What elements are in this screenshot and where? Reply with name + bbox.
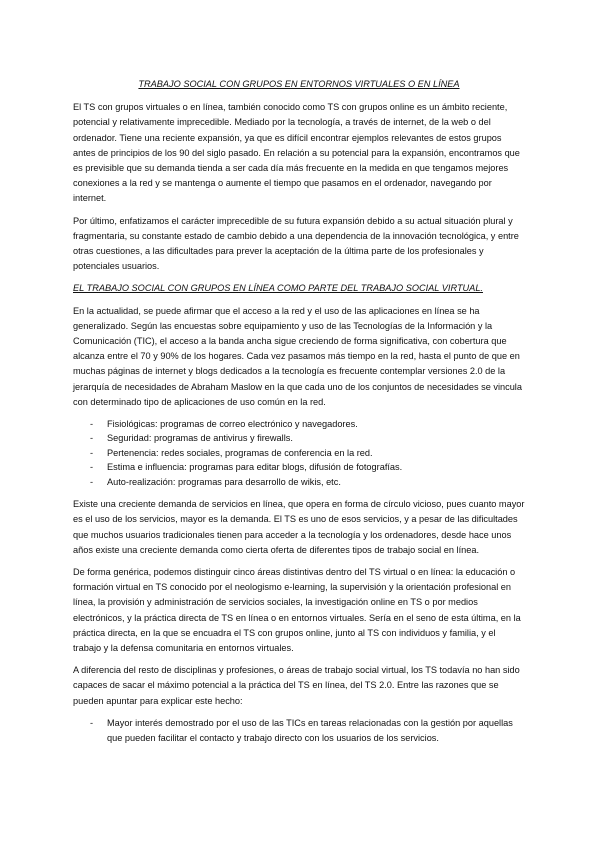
list-item: - Pertenencia: redes sociales, programas de conferencia en la red.	[73, 446, 525, 460]
list-item: - Estima e influencia: programas para editar blogs, difusión de fotografías.	[73, 460, 525, 474]
bullet-dash: -	[90, 476, 94, 487]
list-item: - Seguridad: programas de antivirus y firewalls.	[73, 431, 525, 445]
bullet-dash: -	[90, 419, 94, 430]
bullet-dash: -	[90, 433, 94, 444]
document-title: TRABAJO SOCIAL CON GRUPOS EN ENTORNOS VIRTUALES O EN LÍNEA	[138, 79, 460, 89]
paragraph: El TS con grupos virtuales o en línea, también conocido como TS con grupos online es un ámbito reciente, potencial y relativamente imprecedible. Mediado por la tecnología, a través de internet, de la web o del ordenador. Tiene una reciente expansión, ya que es difícil encontrar ejemplos relevantes de estos grupos antes de principios de los 90 del siglo pasado. En relación a su potencial para la expansión, encontramos que es previsible que su demanda tienda a ser cada día más frecuente en la medida en que tengamos mejores conexiones a la red y se mantenga o aumente el tiempo que pasamos en el ordenador, navegando por internet.	[73, 102, 520, 204]
list-item: - Fisiológicas: programas de correo electrónico y navegadores.	[73, 417, 525, 431]
needs-list	[73, 417, 525, 489]
bullet-dash: -	[90, 717, 94, 728]
bullet-dash: -	[90, 447, 94, 458]
bullet-dash: -	[90, 462, 94, 473]
document-page	[73, 77, 525, 754]
list-item: - Mayor interés demostrado por el uso de las TICs en tareas relacionadas con la gestión por aquellas que pueden facilitar el contacto y trabajo directo con los usuarios de los servicios.	[90, 717, 513, 743]
paragraph: Por último, enfatizamos el carácter imprecedible de su futura expansión debido a su actual situación plural y fragmentaria, su constante estado de cambio debido a una dependencia de la innovación tecnológica, y entre otras cuestiones, a las dificultades para prever la aceptación de la última parte de los profesionales y potenciales usuarios.	[73, 215, 519, 272]
paragraph: A diferencia del resto de disciplinas y profesiones, o áreas de trabajo social virtual, los TS todavía no han sido capaces de sacar el máximo potencial a la práctica del TS en línea, del TS 2.0. Entre las razones que se pueden apuntar para explicar este hecho:	[73, 665, 520, 706]
paragraph: Existe una creciente demanda de servicios en línea, que opera en forma de círculo vicioso, pues cuanto mayor es el uso de los servicios, mayor es la demanda. El TS es uno de esos servicios, y a pesar de las dificultades que muchos usuarios tradicionales tienen para acceder a la tecnología y los ordenadores, desde hace unos años existe una creciente demanda como cierta oferta de diferentes tipos de trabajo social en línea.	[73, 499, 525, 555]
reasons-list	[73, 716, 525, 746]
paragraph: En la actualidad, se puede afirmar que el acceso a la red y el uso de las aplicaciones en línea se ha generalizado. Según las encuestas sobre equipamiento y uso de las Tecnologías de la Información y la Comunicación (TIC), el acceso a la banda ancha sigue creciendo de forma significativa, con cobertura que alcanza entre el 70 y 90% de los hogares. Cada vez pasamos más tiempo en la red, hasta el punto de que en muchas páginas de internet y blogs dedicados a la tecnología es frecuente contemplar versiones 2.0 de la jerarquía de necesidades de Abraham Maslow en la que cada uno de los conjuntos de necesidades se vincula con determinado tipo de aplicaciones de uso común en la red.	[73, 305, 522, 407]
paragraph: De forma genérica, podemos distinguir cinco áreas distintivas dentro del TS virtual o en línea: la educación o formación virtual en TS conocido por el neologismo e-learning, la supervisión y la orientación profesional en línea, la provisión y administración de servicios sociales, la investigación online en TS o por medios electrónicos, y la práctica directa de TS en línea o en entornos virtuales. Sería en el seno de esta última, en la práctica directa, en la que se encuadra el TS con grupos online, junto al TS con individuos y familia, y el trabajo y la defensa comunitaria en entornos virtuales.	[73, 566, 521, 653]
list-item: - Auto-realización: programas para desarrollo de wikis, etc.	[73, 475, 525, 489]
section-heading: EL TRABAJO SOCIAL CON GRUPOS EN LÍNEA COMO PARTE DEL TRABAJO SOCIAL VIRTUAL.	[73, 283, 483, 294]
